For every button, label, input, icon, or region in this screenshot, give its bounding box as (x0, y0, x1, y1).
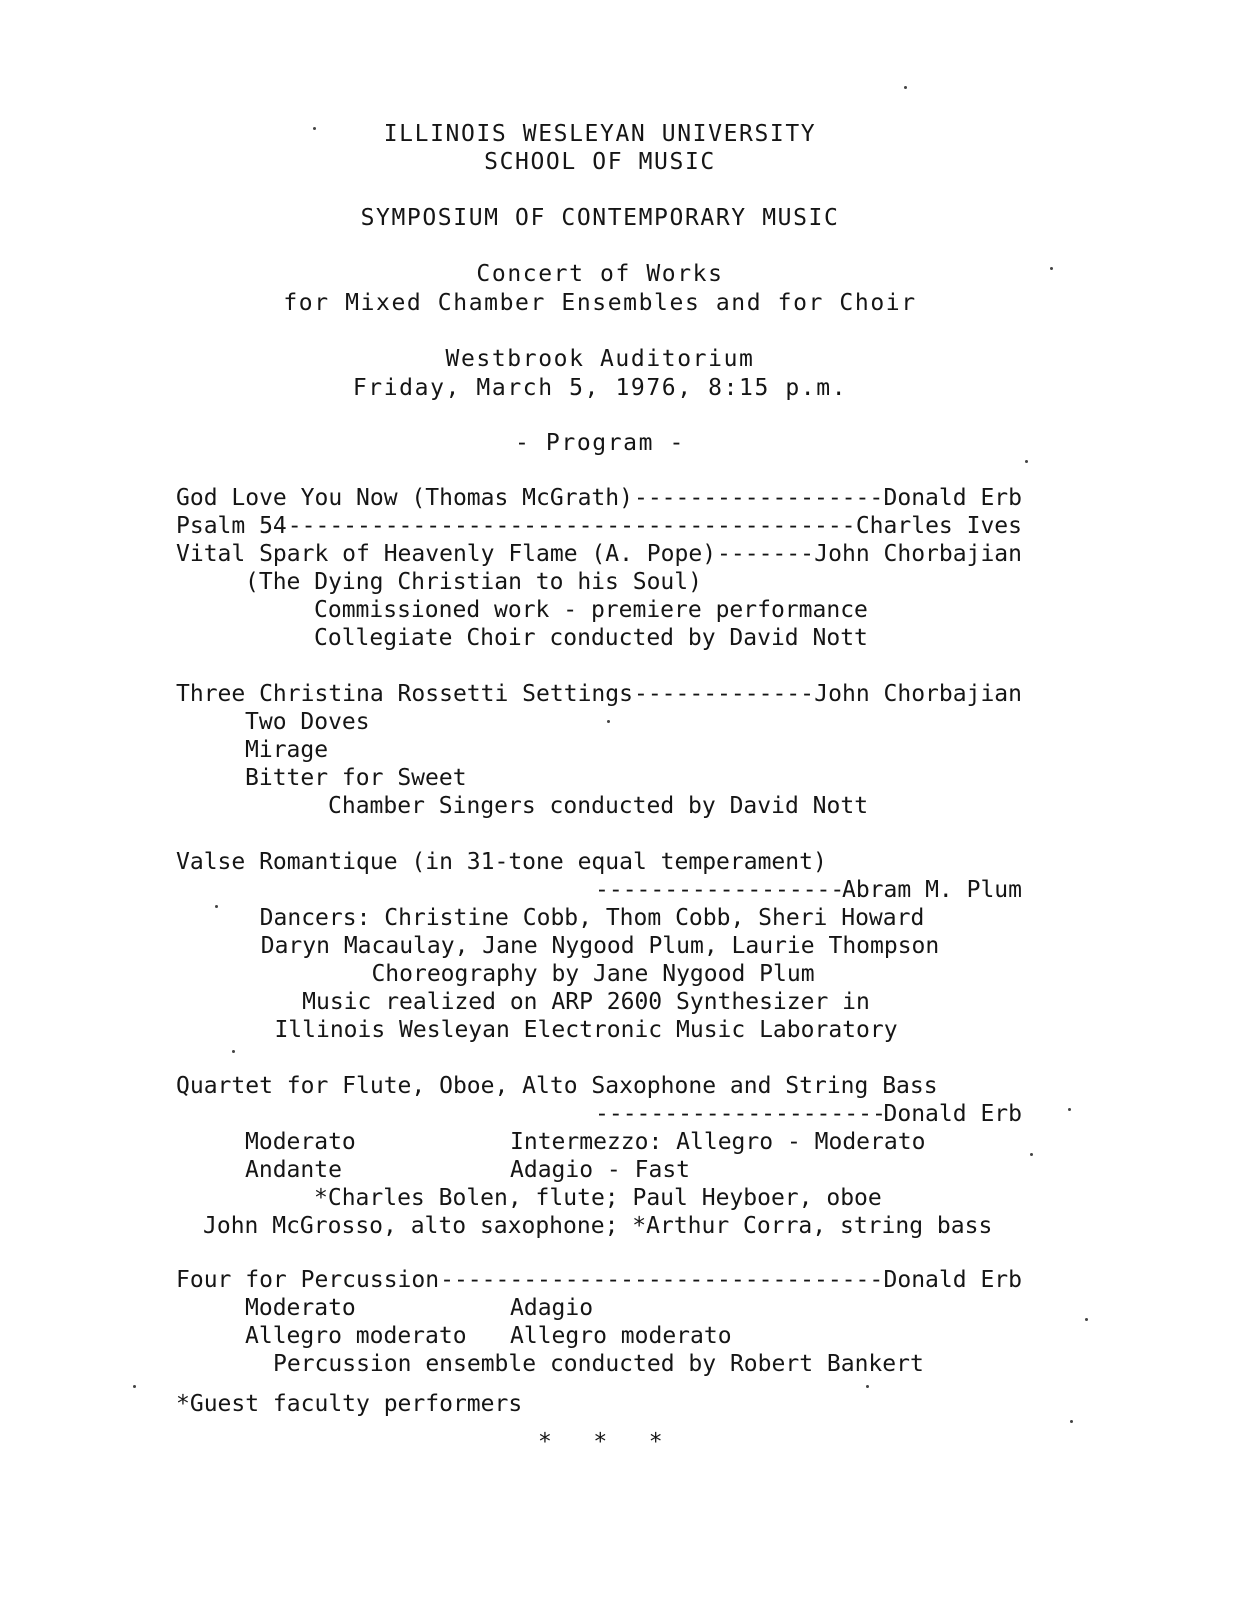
school-name: SCHOOL OF MUSIC (484, 149, 716, 175)
work-title: Vital Spark of Heavenly Flame (A. Pope) (176, 541, 717, 567)
dot-leader (288, 512, 855, 540)
concert-line-1: Concert of Works (476, 261, 724, 287)
work-title: Three Christina Rossetti Settings (176, 681, 633, 707)
composer: John Chorbajian (814, 681, 1022, 707)
scan-speck (1030, 1153, 1033, 1156)
movement: Andante (245, 1157, 342, 1183)
end-mark: * * * (538, 1429, 663, 1455)
credit-line: Music realized on ARP 2600 Synthesizer in (302, 989, 870, 1015)
movement: Moderato (245, 1129, 356, 1155)
composer: Abram M. Plum (841, 877, 1022, 903)
movement: Intermezzo: Allegro - Moderato (510, 1129, 926, 1155)
concert-line-2: for Mixed Chamber Ensembles and for Choir (283, 290, 917, 316)
dot-leader (595, 1100, 883, 1128)
program-entry (176, 1266, 1022, 1294)
composer: Donald Erb (883, 485, 1022, 511)
program-entry (176, 680, 1022, 708)
dot-leader (634, 680, 813, 708)
work-title: Valse Romantique (in 31-tone equal temperament) (176, 849, 827, 875)
work-title: God Love You Now (Thomas McGrath) (176, 485, 633, 511)
dot-leader (717, 540, 813, 568)
dot-leader (440, 1266, 882, 1294)
program-entry (594, 876, 1022, 904)
scan-speck (904, 86, 907, 89)
credit-line: Choreography by Jane Nygood Plum (371, 961, 815, 987)
dot-leader (595, 876, 841, 904)
program-heading: - Program - (515, 430, 685, 456)
work-title: Psalm 54 (176, 513, 287, 539)
movement: Bitter for Sweet (245, 765, 467, 791)
scan-speck (133, 1385, 136, 1388)
movement: Adagio - Fast (510, 1157, 691, 1183)
scan-speck (215, 905, 218, 908)
credit-line: Illinois Wesleyan Electronic Music Laboratory (274, 1017, 898, 1043)
movement: Allegro moderato (245, 1323, 467, 1349)
program-entry (176, 512, 1022, 540)
scan-speck (1070, 1420, 1073, 1423)
program-entry (176, 484, 1022, 512)
scan-speck (313, 127, 316, 130)
work-title: Quartet for Flute, Oboe, Alto Saxophone and String Bass (176, 1073, 938, 1099)
composer: John Chorbajian (814, 541, 1022, 567)
scan-speck (1085, 1318, 1088, 1321)
movement: Mirage (245, 737, 329, 763)
credit-line: Dancers: Christine Cobb, Thom Cobb, Sheri Howard (259, 905, 925, 931)
composer: Charles Ives (855, 513, 1022, 539)
performers: *Charles Bolen, flute; Paul Heyboer, oboe (314, 1185, 882, 1211)
scan-speck (866, 1385, 869, 1388)
credit-line: Daryn Macaulay, Jane Nygood Plum, Laurie Thompson (260, 933, 940, 959)
composer: Donald Erb (883, 1267, 1022, 1293)
scan-speck (1050, 267, 1053, 270)
performers: Percussion ensemble conducted by Robert Bankert (273, 1351, 924, 1377)
movement: Two Doves (245, 709, 370, 735)
venue: Westbrook Auditorium (445, 346, 755, 372)
work-note: Commissioned work - premiere performance (314, 597, 868, 623)
scan-speck (607, 720, 610, 723)
performers: Collegiate Choir conducted by David Nott (314, 625, 868, 651)
program-entry (176, 540, 1022, 568)
performers: John McGrosso, alto saxophone; *Arthur Corra, string bass (203, 1213, 993, 1239)
program-entry (594, 1100, 1022, 1128)
footnote: *Guest faculty performers (176, 1391, 523, 1417)
movement: Allegro moderato (510, 1323, 732, 1349)
work-subtitle: (The Dying Christian to his Soul) (245, 569, 702, 595)
performers: Chamber Singers conducted by David Nott (328, 793, 869, 819)
scan-speck (232, 1050, 235, 1053)
movement: Adagio (510, 1295, 594, 1321)
work-title: Four for Percussion (176, 1267, 440, 1293)
concert-date: Friday, March 5, 1976, 8:15 p.m. (352, 375, 848, 401)
university-name: ILLINOIS WESLEYAN UNIVERSITY (383, 121, 817, 147)
event-title: SYMPOSIUM OF CONTEMPORARY MUSIC (360, 205, 840, 231)
scan-speck (1025, 460, 1028, 463)
dot-leader (634, 484, 883, 512)
composer: Donald Erb (883, 1101, 1022, 1127)
scan-speck (1068, 1108, 1071, 1111)
movement: Moderato (245, 1295, 356, 1321)
